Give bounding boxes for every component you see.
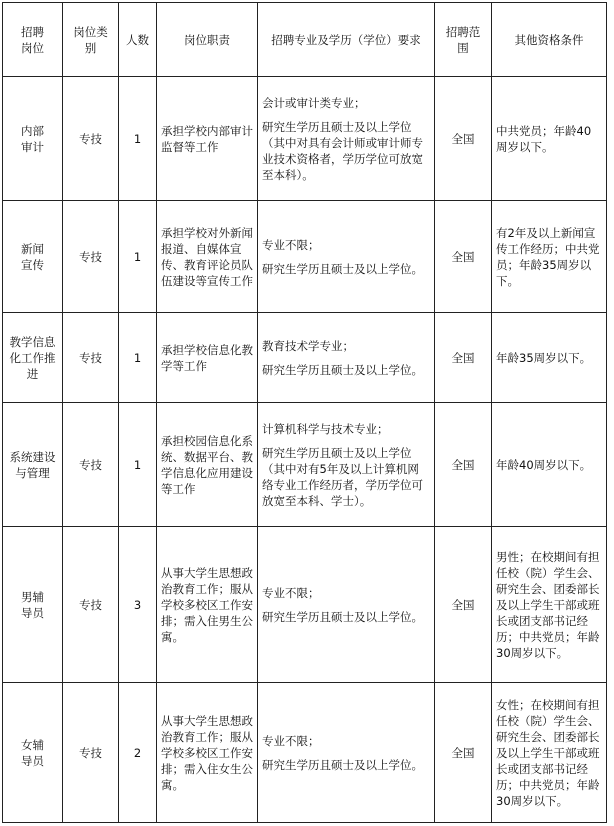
recruitment-scope: 全国 (435, 403, 492, 527)
header-row (3, 3, 607, 77)
job-duties: 承担学校内部审计监督等工作 (157, 77, 258, 201)
other-conditions: 女性；在校期间有担任校（院）学生会、研究生会、团委部长及以上学生干部或班长或团支部书记经历；中共党员；年龄30周岁以下。 (492, 683, 607, 823)
position-name: 教学信息化工作推进 (3, 313, 63, 403)
table-row (3, 527, 607, 683)
job-duties: 承担校园信息化系统、数据平台、教学信息化应用建设等工作 (157, 403, 258, 527)
job-duties: 承担学校信息化教学等工作 (157, 313, 258, 403)
headcount: 1 (119, 77, 157, 201)
position-name: 内部 审计 (3, 77, 63, 201)
headcount: 3 (119, 527, 157, 683)
education-requirement: 研究生学历且硕士及以上学位。 (262, 261, 423, 276)
education-requirement: 研究生学历且硕士及以上学位。 (262, 362, 423, 377)
header-position: 招聘 岗位 (3, 3, 63, 77)
position-category: 专技 (63, 683, 119, 823)
recruitment-table (2, 2, 607, 823)
recruitment-scope: 全国 (435, 77, 492, 201)
education-requirement: 研究生学历且硕士及以上学位。 (262, 609, 423, 624)
table-row (3, 403, 607, 527)
position-name: 男辅 导员 (3, 527, 63, 683)
major-requirement: 专业不限； (262, 237, 320, 252)
position-category: 专技 (63, 403, 119, 527)
major-requirement: 计算机科学与技术专业； (262, 421, 389, 436)
position-name: 女辅 导员 (3, 683, 63, 823)
recruitment-scope: 全国 (435, 527, 492, 683)
header-other-conditions: 其他资格条件 (492, 3, 607, 77)
header-category: 岗位类 别 (63, 3, 119, 77)
header-count: 人数 (119, 3, 157, 77)
major-education-cell (258, 201, 435, 313)
recruitment-scope: 全国 (435, 313, 492, 403)
table-row (3, 683, 607, 823)
header-major-education: 招聘专业及学历（学位）要求 (258, 3, 435, 77)
header-duties: 岗位职责 (157, 3, 258, 77)
headcount: 1 (119, 313, 157, 403)
other-conditions: 年龄40周岁以下。 (492, 403, 607, 527)
major-education-cell (258, 313, 435, 403)
other-conditions: 有2年及以上新闻宣传工作经历；中共党员；年龄35周岁以下。 (492, 201, 607, 313)
major-education-cell (258, 403, 435, 527)
position-category: 专技 (63, 77, 119, 201)
table-row (3, 77, 607, 201)
major-requirement: 专业不限； (262, 585, 320, 600)
job-duties: 从事大学生思想政治教育工作；服从学校多校区工作安排；需入住女生公寓。 (157, 683, 258, 823)
position-category: 专技 (63, 527, 119, 683)
table-row (3, 313, 607, 403)
recruitment-scope: 全国 (435, 683, 492, 823)
recruitment-scope: 全国 (435, 201, 492, 313)
education-requirement: 研究生学历且硕士及以上学位 （其中对具有会计师或审计师专业技术资格者，学历学位可放宽至本科）。 (262, 119, 423, 182)
major-requirement: 专业不限； (262, 733, 320, 748)
position-name: 新闻 宣传 (3, 201, 63, 313)
major-education-cell (258, 683, 435, 823)
position-name: 系统建设与管理 (3, 403, 63, 527)
major-education-cell (258, 527, 435, 683)
headcount: 2 (119, 683, 157, 823)
other-conditions: 年龄35周岁以下。 (492, 313, 607, 403)
education-requirement: 研究生学历且硕士及以上学位 （其中对有5年及以上计算机网络专业工作经历者，学历学位可放宽至本科、学士）。 (262, 445, 423, 508)
table-row (3, 201, 607, 313)
position-category: 专技 (63, 201, 119, 313)
position-category: 专技 (63, 313, 119, 403)
job-duties: 从事大学生思想政治教育工作；服从学校多校区工作安排；需入住男生公寓。 (157, 527, 258, 683)
education-requirement: 研究生学历且硕士及以上学位。 (262, 757, 423, 772)
job-duties: 承担学校对外新闻报道、自媒体宣传、教育评论员队伍建设等宣传工作 (157, 201, 258, 313)
major-education-cell (258, 77, 435, 201)
major-requirement: 会计或审计类专业； (262, 95, 366, 110)
other-conditions: 中共党员；年龄40周岁以下。 (492, 77, 607, 201)
headcount: 1 (119, 403, 157, 527)
major-requirement: 教育技术学专业； (262, 338, 354, 353)
other-conditions: 男性；在校期间有担任校（院）学生会、研究生会、团委部长及以上学生干部或班长或团支部书记经历；中共党员；年龄30周岁以下。 (492, 527, 607, 683)
header-scope: 招聘范 围 (435, 3, 492, 77)
headcount: 1 (119, 201, 157, 313)
